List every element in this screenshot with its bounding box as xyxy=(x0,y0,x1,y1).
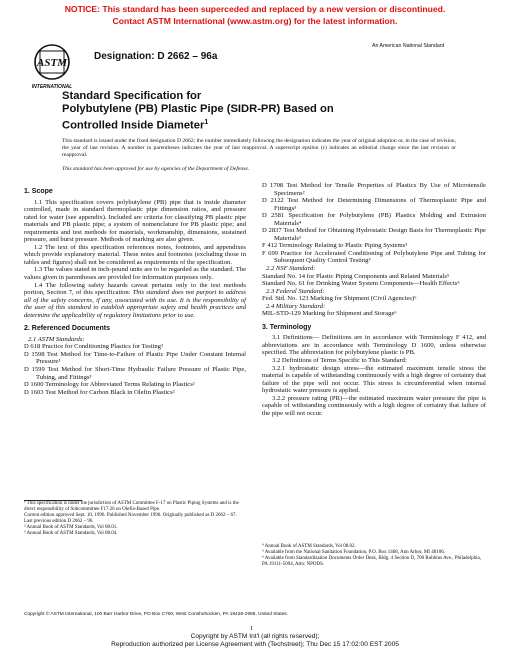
logo-text: ASTM xyxy=(37,57,67,69)
document-title xyxy=(62,90,402,133)
reference-item: F 412 Terminology Relating to Plastic Piping Systems³ xyxy=(262,242,408,250)
para-1-3: 1.3 The values stated in inch-pound units are to be regarded as the standard. The values given in parentheses are provided for information purposes only. xyxy=(24,266,246,282)
american-national-standard-label: An American National Standard xyxy=(372,43,445,49)
astm-standards-subheading: 2.1 ASTM Standards: xyxy=(28,335,85,343)
notice-line-1: NOTICE: This standard has been superceded and replaced by a new version or discontinued. xyxy=(64,4,446,14)
right-column xyxy=(262,182,486,417)
footnote: ⁶ Available from Standardization Documents Order Desk, Bldg. 4 Section D, 700 Robbins Ave., Philadelphia, PA 19111-5094, Attn: NPODS. xyxy=(262,556,482,567)
footnote: ² Annual Book of ASTM Standards, Vol 08.01. xyxy=(24,525,118,530)
reference-item: D 1598 Test Method for Time-to-Failure of Plastic Pipe Under Constant Internal Pressure³ xyxy=(24,350,246,366)
reference-item: D 2122 Test Method for Determining Dimensions of Thermoplastic Pipe and Fittings³ xyxy=(262,197,486,212)
para-1-4 xyxy=(24,282,246,320)
title-footnote-mark: 1 xyxy=(204,119,209,126)
section-2-heading: 2. Referenced Documents xyxy=(24,325,110,333)
astm-logo xyxy=(24,42,82,92)
military-subheading: 2.4 Military Standard: xyxy=(266,302,326,310)
para-3-2: 3.2 Definitions of Terms Specific to This Standard: xyxy=(272,357,407,365)
footnote: ⁵ Available from the National Sanitation Foundation, P.O. Box 1468, Ann Arbor, MI 48106. xyxy=(262,550,445,555)
reference-item: Standard No. 61 for Drinking Water System Components—Health Effects⁵ xyxy=(262,280,460,288)
section-1-heading: 1. Scope xyxy=(24,188,53,195)
page-number: 1 xyxy=(250,625,254,632)
title-line-2: Polybutylene (PB) Plastic Pipe (SIDR-PR) Based on xyxy=(62,103,334,115)
reference-item: Standard No. 14 for Plastic Piping Components and Related Materials⁵ xyxy=(262,272,450,280)
footnote: ⁴ Annual Book of ASTM Standards, Vol 08.02. xyxy=(262,544,356,549)
footer-line-1: Copyright by ASTM Int'l (all rights reserved); xyxy=(190,633,320,640)
left-column xyxy=(24,182,246,396)
para-1-4-text: 1.4 The following safety hazards caveat pertains only to the test methods portion, Section 7, of this specification: xyxy=(24,281,246,297)
footnotes-left xyxy=(24,500,246,537)
reference-item: D 618 Practice for Conditioning Plastics for Testing² xyxy=(24,343,163,351)
reference-item: D 1599 Test Method for Short-Time Hydraulic Failure Pressure of Plastic Pipe, Tubing, and Fittings³ xyxy=(24,366,246,381)
para-3-1: 3.1 Definitions— Definitions are in accordance with Terminology F 412, and abbreviations are in accordance with Terminology D 1600, unless otherwise specified. The abbreviation for polybutylene plastic is PB. xyxy=(262,334,486,357)
footnote: Current edition approved Sept. 10, 1996. Published November 1996. Originally published as D 2662 – 67. Last previous edition D 2662 – 96. xyxy=(24,513,237,524)
footer-line-2: Reproduction authorized per License Agreement with (Techstreet); Thu Dec 15 17:02:00 EST 2005 xyxy=(111,641,399,649)
reference-item: Fed. Std. No. 123 Marking for Shipment (Civil Agencies)⁶ xyxy=(262,295,417,303)
para-1-1: 1.1 This specification covers polybutylene (PB) pipe that is inside diameter controlled, made in standard thermoplastic pipe dimension ratios, and pressure rated for water (see appendix). Included are criteria for classifying PB plastic pipe materials and PB plastic pipe; a system of nomenclature for PB plastic pipe; and requirements and test methods for materials, workmanship, dimensions, sustained pressure, and burst pressure. Methods of marking are also given. xyxy=(24,198,246,244)
license-footer xyxy=(0,633,510,649)
issued-under-note: This standard is issued under the fixed designation D 2662; the number immediately following the designation indicates the year of original adoption or, in the case of revision, the year of last revision. A number in parentheses indicates the year of last reapproval. A superscript epsilon (ε) indicates an editorial change since the last revision or reapproval. xyxy=(62,138,456,158)
copyright-line: Copyright © ASTM International, 100 Barr Harbor Drive, PO Box C700, West Conshohocken, PA 19428-2959, United States. xyxy=(24,612,289,617)
reference-item: D 1600 Terminology for Abbreviated Terms Relating to Plastics² xyxy=(24,381,195,389)
dod-approval-note: This standard has been approved for use by agencies of the Department of Defense. xyxy=(62,166,250,172)
title-line-3: Controlled Inside Diameter xyxy=(62,119,205,132)
notice-line-2: Contact ASTM International (www.astm.org) for the latest information. xyxy=(112,16,398,26)
section-3-heading: 3. Terminology xyxy=(262,323,312,331)
footnote: ³ Annual Book of ASTM Standards, Vol 08.04. xyxy=(24,531,118,536)
reference-item: D 1603 Test Method for Carbon Black in Olefin Plastics² xyxy=(24,388,175,396)
logo-subtext: INTERNATIONAL xyxy=(31,84,73,90)
para-1-2: 1.2 The text of this specification references notes, footnotes, and appendixes which provide explanatory material. These notes and footnotes (excluding those in tables and figures) shall not be considered as requirements of the specification. xyxy=(24,243,246,266)
footnotes-right xyxy=(262,544,486,568)
reference-item: D 2581 Specification for Polybutylene (PB) Plastics Molding and Extrusion Materials⁴ xyxy=(262,212,486,227)
para-3-2-2: 3.2.2 pressure rating (PR)—the estimated maximum water pressure the pipe is capable of withstanding continuously with a high degree of certainty that failure of the pipe will not occur. xyxy=(262,394,486,417)
reference-item: F 699 Practice for Accelerated Conditioning of Polybutylene Pipe and Tubing for Subsequent Quality Control Testing³ xyxy=(262,249,486,265)
footnote: ¹ This specification is under the jurisdiction of ASTM Committee F-17 on Plastic Piping Systems and is the direct responsibility of Subcommittee F17.26 on Olefin-Based Pipe. xyxy=(24,501,239,512)
reference-item: D 1708 Test Method for Tensile Properties of Plastics By Use of Microtensile Specimens² xyxy=(262,182,486,197)
reference-item: D 2837 Test Method for Obtaining Hydrostatic Design Basis for Thermoplastic Pipe Materials³ xyxy=(262,227,486,242)
supersede-notice xyxy=(0,3,510,27)
safety-caveat: This standard does not purport to address all of the safety concerns, if any, associated with its use. It is the responsibility of the user of this standard to establish appropriate safety and health practices and determine the applicability of regulatory limitations prior to use. xyxy=(24,289,246,319)
para-3-2-1: 3.2.1 hydrostatic design stress—the estimated maximum tensile stress the material is capable of withstanding continuously with a high degree of certainty that failure of the pipe will not occur. This stress is circumferential when internal hydrostatic water pressure is applied. xyxy=(262,364,486,395)
reference-item: MIL-STD-129 Marking for Shipment and Storage⁶ xyxy=(262,310,397,318)
federal-subheading: 2.3 Federal Standard: xyxy=(266,287,325,295)
nsf-subheading: 2.2 NSF Standard: xyxy=(266,265,316,273)
title-line-1: Standard Specification for xyxy=(62,90,202,102)
designation: Designation: D 2662 – 96a xyxy=(94,51,218,62)
